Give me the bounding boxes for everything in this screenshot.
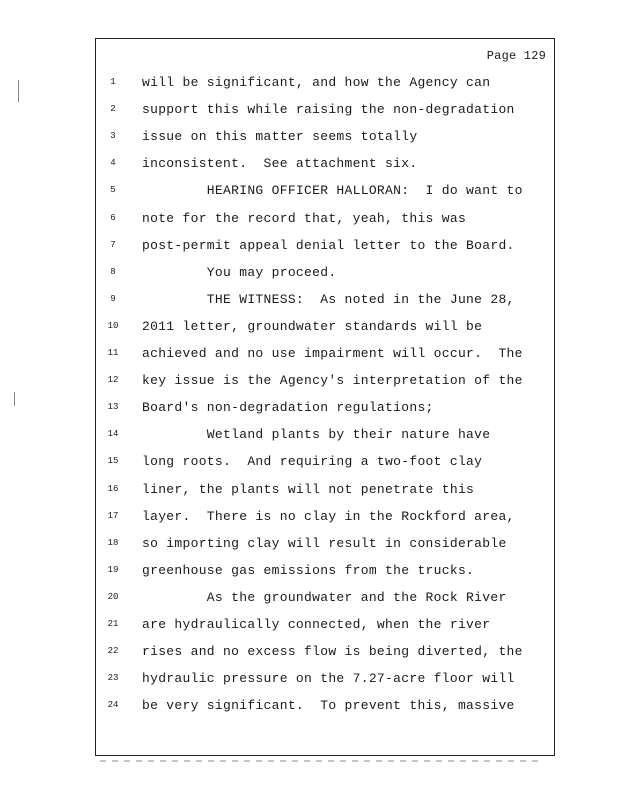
line-text: liner, the plants will not penetrate this bbox=[142, 481, 475, 497]
transcript-line bbox=[96, 509, 554, 536]
transcript-line bbox=[96, 563, 554, 590]
scan-artifact bbox=[14, 392, 15, 406]
line-text: be very significant. To prevent this, massive bbox=[142, 698, 515, 714]
line-number: 8 bbox=[110, 266, 116, 277]
line-text: hydraulic pressure on the 7.27-acre floor will bbox=[142, 671, 515, 687]
line-number: 7 bbox=[110, 239, 116, 250]
transcript-line bbox=[96, 400, 554, 427]
line-number: 6 bbox=[110, 212, 116, 223]
line-text: key issue is the Agency's interpretation of the bbox=[142, 373, 523, 389]
line-text: inconsistent. See attachment six. bbox=[142, 156, 418, 172]
transcript-line bbox=[96, 536, 554, 563]
transcript-line bbox=[96, 346, 554, 373]
transcript-line bbox=[96, 373, 554, 400]
line-number: 14 bbox=[107, 429, 119, 440]
line-text: Wetland plants by their nature have bbox=[142, 427, 491, 443]
line-text: Board's non-degradation regulations; bbox=[142, 400, 434, 416]
transcript-line bbox=[96, 427, 554, 454]
line-text: long roots. And requiring a two-foot clay bbox=[142, 454, 483, 470]
line-text: greenhouse gas emissions from the trucks. bbox=[142, 562, 475, 578]
line-number: 9 bbox=[110, 293, 116, 304]
transcript-line bbox=[96, 102, 554, 129]
line-text: As the groundwater and the Rock River bbox=[142, 589, 507, 605]
line-text: post-permit appeal denial letter to the Board. bbox=[142, 237, 515, 253]
line-number: 23 bbox=[107, 673, 119, 684]
line-text: 2011 letter, groundwater standards will be bbox=[142, 318, 483, 334]
line-text: note for the record that, yeah, this was bbox=[142, 210, 467, 226]
line-number: 18 bbox=[107, 537, 119, 548]
line-number: 21 bbox=[107, 619, 119, 629]
scan-artifact bbox=[18, 80, 19, 102]
line-number: 4 bbox=[110, 158, 116, 169]
transcript-line bbox=[96, 590, 554, 617]
scan-artifact bbox=[100, 760, 540, 762]
line-text: support this while raising the non-degradation bbox=[142, 102, 515, 118]
line-text: rises and no excess flow is being diverted, the bbox=[142, 644, 523, 660]
line-number: 13 bbox=[107, 402, 119, 413]
transcript-line bbox=[96, 482, 554, 509]
transcript-line bbox=[96, 644, 554, 671]
line-number: 10 bbox=[107, 320, 119, 331]
line-text: will be significant, and how the Agency can bbox=[142, 75, 491, 90]
line-text: are hydraulically connected, when the river bbox=[142, 617, 491, 632]
line-text: You may proceed. bbox=[142, 264, 337, 280]
line-number: 1 bbox=[110, 77, 116, 87]
transcript-line bbox=[96, 156, 554, 183]
line-number: 2 bbox=[110, 104, 116, 115]
transcript-line bbox=[96, 183, 554, 210]
line-number: 17 bbox=[107, 510, 119, 521]
transcript-line bbox=[96, 698, 554, 725]
line-number: 5 bbox=[110, 185, 116, 196]
line-number: 22 bbox=[107, 646, 119, 657]
line-number: 24 bbox=[107, 700, 119, 711]
page-number: Page 129 bbox=[486, 49, 546, 63]
line-text: issue on this matter seems totally bbox=[142, 129, 418, 145]
transcript-line bbox=[96, 265, 554, 292]
line-number: 15 bbox=[107, 456, 119, 467]
transcript-line bbox=[96, 238, 554, 265]
transcript-line bbox=[96, 454, 554, 481]
line-number: 12 bbox=[107, 375, 119, 386]
transcript-line bbox=[96, 292, 554, 319]
line-number: 11 bbox=[107, 348, 119, 358]
line-number: 16 bbox=[107, 483, 119, 494]
transcript-page bbox=[95, 38, 555, 756]
transcript-line bbox=[96, 671, 554, 698]
transcript-line bbox=[96, 319, 554, 346]
line-number: 3 bbox=[110, 131, 116, 142]
transcript-line bbox=[96, 129, 554, 156]
line-text: layer. There is no clay in the Rockford area, bbox=[142, 508, 515, 524]
line-text: so importing clay will result in considerable bbox=[142, 535, 507, 551]
transcript-line bbox=[96, 211, 554, 238]
line-text: THE WITNESS: As noted in the June 28, bbox=[142, 291, 515, 307]
line-number: 19 bbox=[107, 564, 119, 575]
transcript-line bbox=[96, 75, 554, 102]
transcript-line bbox=[96, 617, 554, 644]
line-text: HEARING OFFICER HALLORAN: I do want to bbox=[142, 183, 523, 199]
line-number: 20 bbox=[107, 591, 119, 602]
line-text: achieved and no use impairment will occur. The bbox=[142, 346, 523, 361]
